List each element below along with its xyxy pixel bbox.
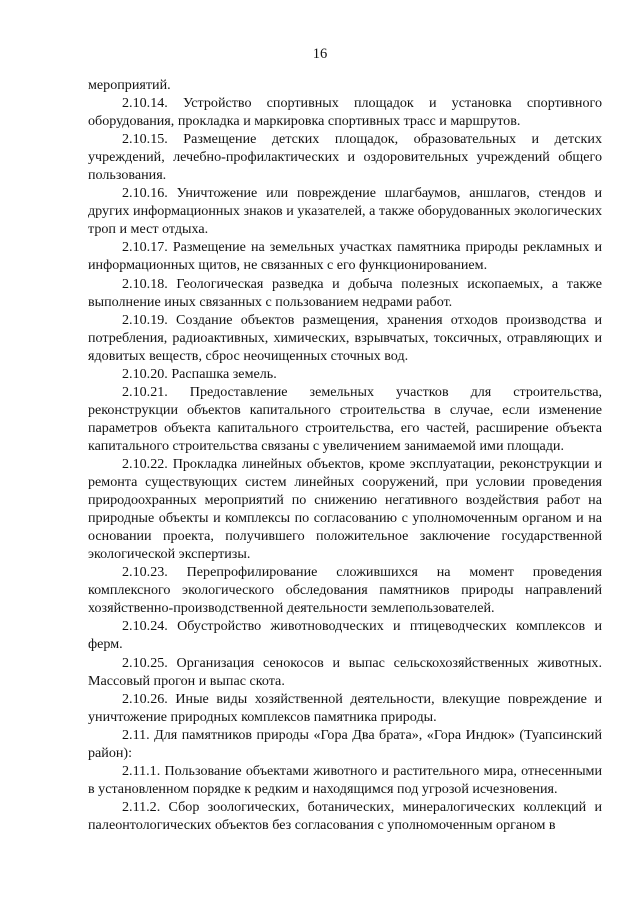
- paragraph-2-10-19: 2.10.19. Создание объектов размещения, хранения отходов производства и потребления, радиоактивных, химических, взрывчатых, токсичных, отравляющих и ядовитых веществ, сброс неочищенных сточных вод.: [88, 311, 602, 364]
- paragraph-2-10-26: 2.10.26. Иные виды хозяйственной деятельности, влекущие повреждение и уничтожение природных комплексов памятника природы.: [88, 690, 602, 725]
- paragraph-2-10-20: 2.10.20. Распашка земель.: [122, 365, 277, 382]
- paragraph-2-10-18: 2.10.18. Геологическая разведка и добыча полезных ископаемых, а также выполнение иных связанных с пользованием недрами работ.: [88, 275, 602, 310]
- paragraph-2-10-23: 2.10.23. Перепрофилирование сложившихся на момент проведения комплексного экологического обследования памятников природы направлений хозяйственно-производственной деятельности землепользователей.: [88, 564, 602, 617]
- paragraph-continuation: мероприятий.: [88, 77, 171, 93]
- paragraph-2-10-15: 2.10.15. Размещение детских площадок, образовательных и детских учреждений, лечебно-профилактических и оздоровительных учреждений общего пользования.: [88, 131, 602, 184]
- document-body: [88, 76, 602, 834]
- paragraph-2-11: 2.11. Для памятников природы «Гора Два брата», «Гора Индюк» (Туапсинский район):: [88, 726, 602, 761]
- page-number: 16: [312, 46, 328, 62]
- paragraph-2-10-24: 2.10.24. Обустройство животноводческих и птицеводческих комплексов и ферм.: [88, 618, 602, 653]
- paragraph-2-10-25: 2.10.25. Организация сенокосов и выпас сельскохозяйственных животных. Массовый прогон и выпас скота.: [88, 654, 602, 689]
- paragraph-2-10-21: 2.10.21. Предоставление земельных участков для строительства, реконструкции объектов капитального строительства в случае, если изменение параметров объекта капитального строительства, его частей, расширение объекта капитального строительства связаны с увеличением занимаемой ими площади.: [88, 383, 602, 454]
- paragraph-2-10-22: 2.10.22. Прокладка линейных объектов, кроме эксплуатации, реконструкции и ремонта существующих систем линейных сооружений, при условии проведения природоохранных мероприятий по снижению негативного воздействия работ на природные объекты и комплексы по согласованию с уполномоченным органом и на основании проекта, получившего положительное заключение государственной экологической экспертизы.: [88, 455, 602, 563]
- paragraph-2-11-1: 2.11.1. Пользование объектами животного и растительного мира, отнесенными в установленном порядке к редким и находящимся под угрозой исчезновения.: [88, 762, 602, 797]
- paragraph-2-10-17: 2.10.17. Размещение на земельных участках памятника природы рекламных и информационных щитов, не связанных с его функционированием.: [88, 239, 602, 274]
- paragraph-2-10-16: 2.10.16. Уничтожение или повреждение шлагбаумов, аншлагов, стендов и других информационных знаков и указателей, а также оборудованных экологических троп и мест отдыха.: [88, 185, 602, 238]
- paragraph-2-10-14: 2.10.14. Устройство спортивных площадок и установка спортивного оборудования, прокладка и маркировка спортивных трасс и маршрутов.: [88, 95, 602, 130]
- paragraph-2-11-2: 2.11.2. Сбор зоологических, ботанических, минералогических коллекций и палеонтологических объектов без согласования с уполномоченным органом в: [88, 798, 602, 833]
